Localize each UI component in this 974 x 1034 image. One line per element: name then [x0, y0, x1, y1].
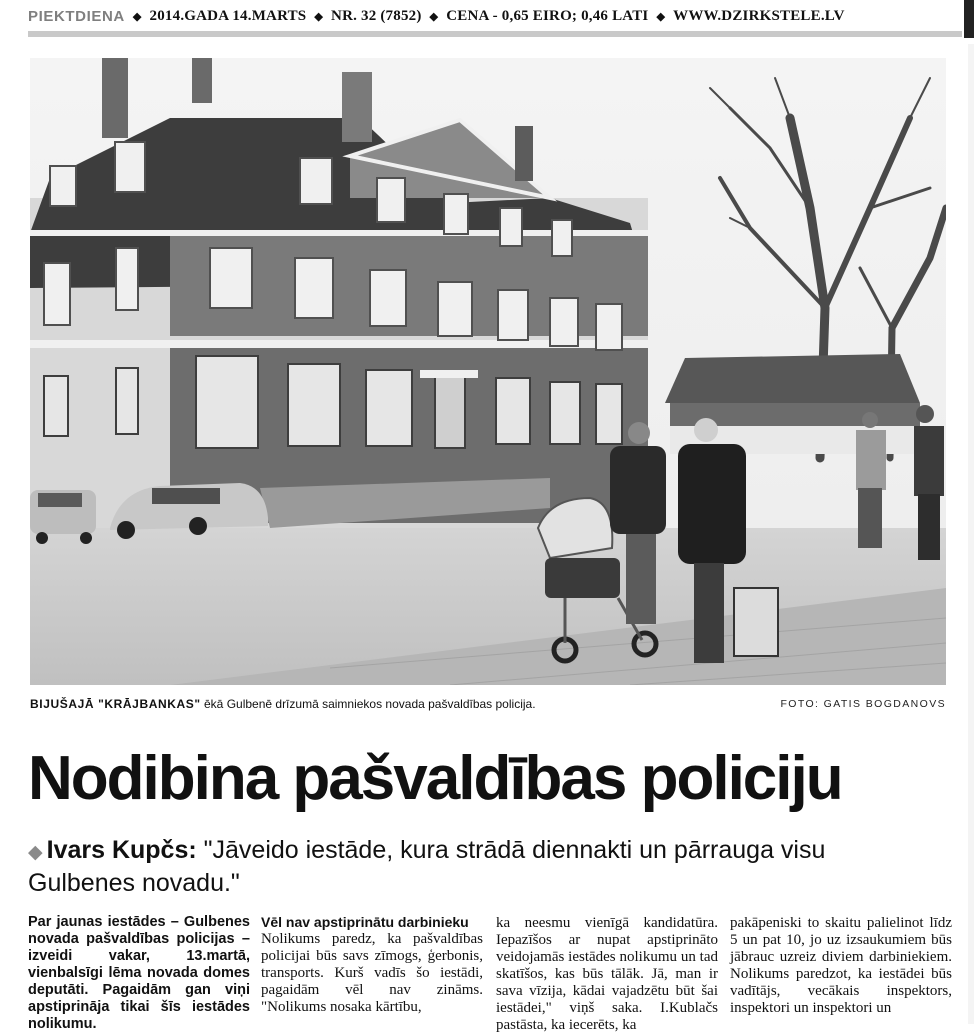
column-4-text: pakāpeniski to skaitu palielinot līdz 5 un pat 10, jo uz izsaukumiem būs jābrauc uzreiz diviem darbiniekiem. Nolikums paredzot, ka iestādei būs vadītājs, vecākais inspektors, inspektori un inspektori un — [730, 915, 952, 1016]
subheading: Vēl nav apstiprinātu darbinieku — [261, 914, 469, 930]
masthead-price: CENA - 0,65 EIRO; 0,46 LATI — [446, 7, 649, 24]
separator-icon: ◆ — [132, 10, 142, 23]
column-2 — [261, 914, 483, 1016]
column-3-text: ka neesmu vienīgā kandidatūra. Iepazīšos ar nupat apstiprināto veidojamās iestādes nolikumu un tad skatīšos, kas būs tālāk. Jā, man ir sava vīzija, kādai vajadzētu būt šai iestādei," viņš saka. I.Kublačs pastāsta, ka iecerēts, ka — [496, 915, 718, 1033]
caption-lead: BIJUŠAJĀ "KRĀJBANKAS" — [30, 697, 201, 711]
lead-paragraph: Par jaunas iestādes – Gulbenes novada pašvaldības policijas – izveidi vakar, 13.martā, vienbalsīgi lēma novada domes deputāti. Pagaidām gan viņi apstiprināja tikai šīs iestādes nolikumu. — [28, 914, 250, 1032]
caption-body: ēkā Gulbenē drīzumā saimniekos novada pašvaldības policija. — [200, 697, 536, 711]
separator-icon: ◆ — [314, 10, 324, 23]
masthead-day: PIEKTDIENA — [28, 7, 125, 25]
photo-credit: FOTO: GATIS BOGDANOVS — [780, 698, 946, 710]
quote-author: Ivars Kupčs: — [46, 836, 197, 864]
masthead-date: 2014.GADA 14.MARTS — [149, 7, 307, 24]
masthead-website[interactable]: WWW.DZIRKSTELE.LV — [673, 7, 845, 24]
quote-text: "Jāveido iestāde, kura strādā diennakti un pārrauga visu Gulbenes novadu." — [28, 836, 826, 897]
masthead-issue: NR. 32 (7852) — [331, 7, 422, 24]
column-3 — [496, 915, 718, 1034]
diamond-bullet-icon: ◆ — [28, 842, 43, 863]
article-columns — [28, 914, 974, 1034]
building-street-photo — [30, 58, 946, 685]
deck-quote — [28, 834, 938, 900]
column-2-text: Nolikums paredz, ka pašvaldības policijai būs savs zīmogs, ģerbonis, transports. Kurš vadīs šo iestādi, pagaidām vēl nav zināms. "Nolikums nosaka kārtību, — [261, 931, 483, 1015]
masthead-rule — [28, 31, 962, 37]
column-lead — [28, 914, 250, 1033]
separator-icon: ◆ — [656, 10, 666, 23]
page-edge-shadow — [968, 44, 974, 1024]
headline: Nodibina pašvaldības policiju — [28, 744, 842, 813]
separator-icon: ◆ — [429, 10, 439, 23]
photo-caption — [30, 694, 946, 714]
column-4 — [730, 915, 952, 1017]
corner-mark — [964, 0, 974, 38]
masthead — [28, 0, 948, 32]
caption-text — [30, 697, 536, 711]
